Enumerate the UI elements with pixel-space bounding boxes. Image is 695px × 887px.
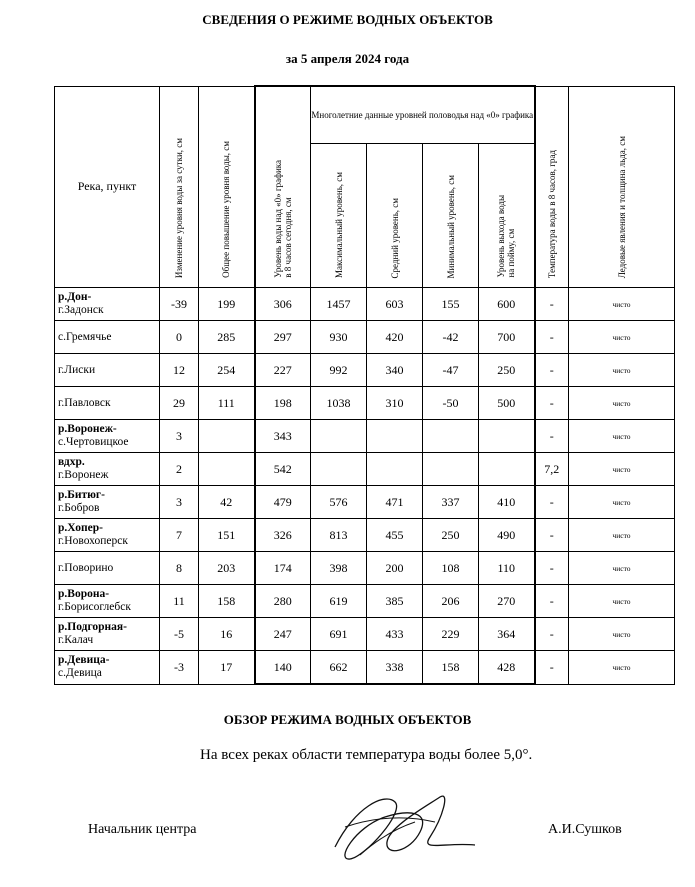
header-temperature: Температура воды в 8 часов, град: [535, 86, 569, 288]
cell-flood-level: [479, 453, 535, 486]
cell-temperature: -: [535, 354, 569, 387]
signature-image: [315, 787, 485, 867]
cell-ice: чисто: [569, 519, 675, 552]
point-name: с.Девица: [58, 667, 102, 680]
signer-position: Начальник центра: [88, 822, 197, 837]
cell-river-point: [55, 585, 160, 618]
cell-avg-level: [367, 420, 423, 453]
cell-avg-level: 433: [367, 618, 423, 651]
cell-flood-level: 250: [479, 354, 535, 387]
cell-ice: чисто: [569, 618, 675, 651]
signer-name: А.И.Сушков: [548, 822, 622, 837]
cell-max-level: 619: [311, 585, 367, 618]
cell-min-level: 206: [423, 585, 479, 618]
table-row: [55, 552, 675, 585]
review-title: ОБЗОР РЕЖИМА ВОДНЫХ ОБЪЕКТОВ: [223, 712, 472, 727]
header-ice: Ледовые явления и толщина льда, см: [569, 86, 675, 288]
table-row: [55, 387, 675, 420]
cell-river-point: [55, 618, 160, 651]
cell-min-level: [423, 420, 479, 453]
cell-temperature: -: [535, 420, 569, 453]
cell-total-rise: 199: [199, 288, 255, 321]
header-daily-change: Изменение уровня воды за сутки, см: [160, 86, 199, 288]
point-name: с.Гремячье: [58, 330, 112, 343]
cell-max-level: 1038: [311, 387, 367, 420]
point-name: г.Борисоглебск: [58, 601, 131, 613]
cell-max-level: 813: [311, 519, 367, 552]
cell-flood-level: 600: [479, 288, 535, 321]
header-current-level: Уровень воды над «0» графика в 8 часов сегодня, см: [255, 86, 311, 288]
cell-flood-level: 428: [479, 651, 535, 685]
header-flood-level: Уровень выхода воды на пойму, см: [479, 144, 535, 288]
point-name: г.Лиски: [58, 363, 96, 376]
cell-ice: чисто: [569, 420, 675, 453]
cell-flood-level: 270: [479, 585, 535, 618]
cell-avg-level: 420: [367, 321, 423, 354]
cell-avg-level: 310: [367, 387, 423, 420]
cell-ice: чисто: [569, 453, 675, 486]
point-name: г.Задонск: [58, 304, 104, 316]
cell-flood-level: [479, 420, 535, 453]
report-date: за 5 апреля 2024 года: [285, 51, 410, 66]
cell-river-point: [55, 321, 160, 354]
point-name: г.Новохоперск: [58, 535, 128, 547]
cell-daily-change: 12: [160, 354, 199, 387]
cell-min-level: 229: [423, 618, 479, 651]
cell-max-level: 576: [311, 486, 367, 519]
cell-max-level: 691: [311, 618, 367, 651]
header-river: Река, пункт: [55, 86, 160, 288]
header-min-level: Минимальный уровень, см: [423, 144, 479, 288]
table-row: [55, 585, 675, 618]
cell-river-point: [55, 453, 160, 486]
cell-ice: чисто: [569, 321, 675, 354]
cell-daily-change: 2: [160, 453, 199, 486]
cell-total-rise: 42: [199, 486, 255, 519]
cell-current-level: 343: [255, 420, 311, 453]
cell-total-rise: [199, 420, 255, 453]
river-name: р.Ворона-: [58, 588, 110, 600]
cell-total-rise: 203: [199, 552, 255, 585]
river-name: р.Подгорная-: [58, 621, 127, 633]
river-name: вдхр.: [58, 456, 85, 468]
cell-temperature: -: [535, 321, 569, 354]
cell-flood-level: 110: [479, 552, 535, 585]
header-avg-level: Средний уровень, см: [367, 144, 423, 288]
cell-total-rise: 151: [199, 519, 255, 552]
cell-temperature: -: [535, 585, 569, 618]
cell-daily-change: -39: [160, 288, 199, 321]
point-name: г.Бобров: [58, 502, 100, 514]
cell-current-level: 198: [255, 387, 311, 420]
cell-avg-level: 471: [367, 486, 423, 519]
table-row: [55, 618, 675, 651]
table-row: [55, 519, 675, 552]
point-name: г.Воронеж: [58, 469, 109, 481]
cell-daily-change: 29: [160, 387, 199, 420]
cell-daily-change: 8: [160, 552, 199, 585]
cell-max-level: 662: [311, 651, 367, 685]
cell-total-rise: 111: [199, 387, 255, 420]
cell-min-level: -50: [423, 387, 479, 420]
point-name: г.Павловск: [58, 396, 111, 409]
cell-total-rise: [199, 453, 255, 486]
cell-min-level: 250: [423, 519, 479, 552]
cell-daily-change: 3: [160, 420, 199, 453]
cell-min-level: -42: [423, 321, 479, 354]
cell-avg-level: [367, 453, 423, 486]
cell-current-level: 326: [255, 519, 311, 552]
header-multiyear: Многолетние данные уровней половодья над «0» графика: [311, 86, 535, 144]
table-row: [55, 453, 675, 486]
cell-ice: чисто: [569, 585, 675, 618]
cell-avg-level: 455: [367, 519, 423, 552]
cell-daily-change: 3: [160, 486, 199, 519]
river-name: р.Битюг-: [58, 489, 105, 501]
cell-temperature: -: [535, 486, 569, 519]
cell-min-level: [423, 453, 479, 486]
cell-total-rise: 254: [199, 354, 255, 387]
cell-river-point: [55, 486, 160, 519]
cell-min-level: 155: [423, 288, 479, 321]
cell-current-level: 140: [255, 651, 311, 685]
cell-current-level: 227: [255, 354, 311, 387]
cell-temperature: -: [535, 552, 569, 585]
review-text: На всех реках области температура воды более 5,0°.: [200, 747, 533, 763]
cell-ice: чисто: [569, 288, 675, 321]
cell-ice: чисто: [569, 387, 675, 420]
cell-flood-level: 410: [479, 486, 535, 519]
cell-ice: чисто: [569, 651, 675, 685]
cell-max-level: 1457: [311, 288, 367, 321]
cell-avg-level: 200: [367, 552, 423, 585]
cell-temperature: -: [535, 519, 569, 552]
river-name: р.Дон-: [58, 291, 92, 303]
river-name: р.Хопер-: [58, 522, 103, 534]
cell-current-level: 280: [255, 585, 311, 618]
cell-daily-change: 7: [160, 519, 199, 552]
cell-flood-level: 500: [479, 387, 535, 420]
cell-daily-change: 11: [160, 585, 199, 618]
point-name: г.Поворино: [58, 561, 114, 574]
cell-daily-change: 0: [160, 321, 199, 354]
cell-total-rise: 285: [199, 321, 255, 354]
table-row: [55, 651, 675, 685]
cell-max-level: 398: [311, 552, 367, 585]
cell-ice: чисто: [569, 354, 675, 387]
cell-total-rise: 17: [199, 651, 255, 685]
cell-max-level: [311, 453, 367, 486]
water-levels-table: [54, 85, 675, 685]
report-title: СВЕДЕНИЯ О РЕЖИМЕ ВОДНЫХ ОБЪЕКТОВ: [202, 12, 493, 27]
cell-flood-level: 364: [479, 618, 535, 651]
cell-temperature: -: [535, 651, 569, 685]
cell-current-level: 247: [255, 618, 311, 651]
cell-river-point: [55, 651, 160, 685]
point-name: г.Калач: [58, 634, 94, 646]
cell-ice: чисто: [569, 486, 675, 519]
cell-river-point: [55, 387, 160, 420]
cell-total-rise: 158: [199, 585, 255, 618]
cell-avg-level: 340: [367, 354, 423, 387]
cell-max-level: 930: [311, 321, 367, 354]
cell-current-level: 174: [255, 552, 311, 585]
river-name: р.Воронеж-: [58, 423, 117, 435]
cell-temperature: -: [535, 618, 569, 651]
cell-temperature: -: [535, 288, 569, 321]
cell-temperature: 7,2: [535, 453, 569, 486]
cell-ice: чисто: [569, 552, 675, 585]
cell-min-level: 108: [423, 552, 479, 585]
cell-river-point: [55, 288, 160, 321]
cell-river-point: [55, 519, 160, 552]
cell-min-level: -47: [423, 354, 479, 387]
cell-avg-level: 338: [367, 651, 423, 685]
cell-river-point: [55, 420, 160, 453]
cell-current-level: 306: [255, 288, 311, 321]
cell-avg-level: 385: [367, 585, 423, 618]
cell-temperature: -: [535, 387, 569, 420]
cell-flood-level: 700: [479, 321, 535, 354]
table-row: [55, 321, 675, 354]
cell-current-level: 479: [255, 486, 311, 519]
cell-current-level: 297: [255, 321, 311, 354]
cell-river-point: [55, 552, 160, 585]
cell-min-level: 337: [423, 486, 479, 519]
point-name: с.Чертовицкое: [58, 436, 129, 448]
cell-min-level: 158: [423, 651, 479, 685]
cell-river-point: [55, 354, 160, 387]
cell-total-rise: 16: [199, 618, 255, 651]
cell-flood-level: 490: [479, 519, 535, 552]
table-row: [55, 420, 675, 453]
cell-current-level: 542: [255, 453, 311, 486]
cell-daily-change: -3: [160, 651, 199, 685]
river-name: р.Девица-: [58, 654, 110, 667]
table-row: [55, 486, 675, 519]
header-max-level: Максимальный уровень, см: [311, 144, 367, 288]
cell-max-level: [311, 420, 367, 453]
cell-max-level: 992: [311, 354, 367, 387]
header-total-rise: Общее повышение уровня воды, см: [199, 86, 255, 288]
cell-avg-level: 603: [367, 288, 423, 321]
table-row: [55, 288, 675, 321]
table-row: [55, 354, 675, 387]
cell-daily-change: -5: [160, 618, 199, 651]
